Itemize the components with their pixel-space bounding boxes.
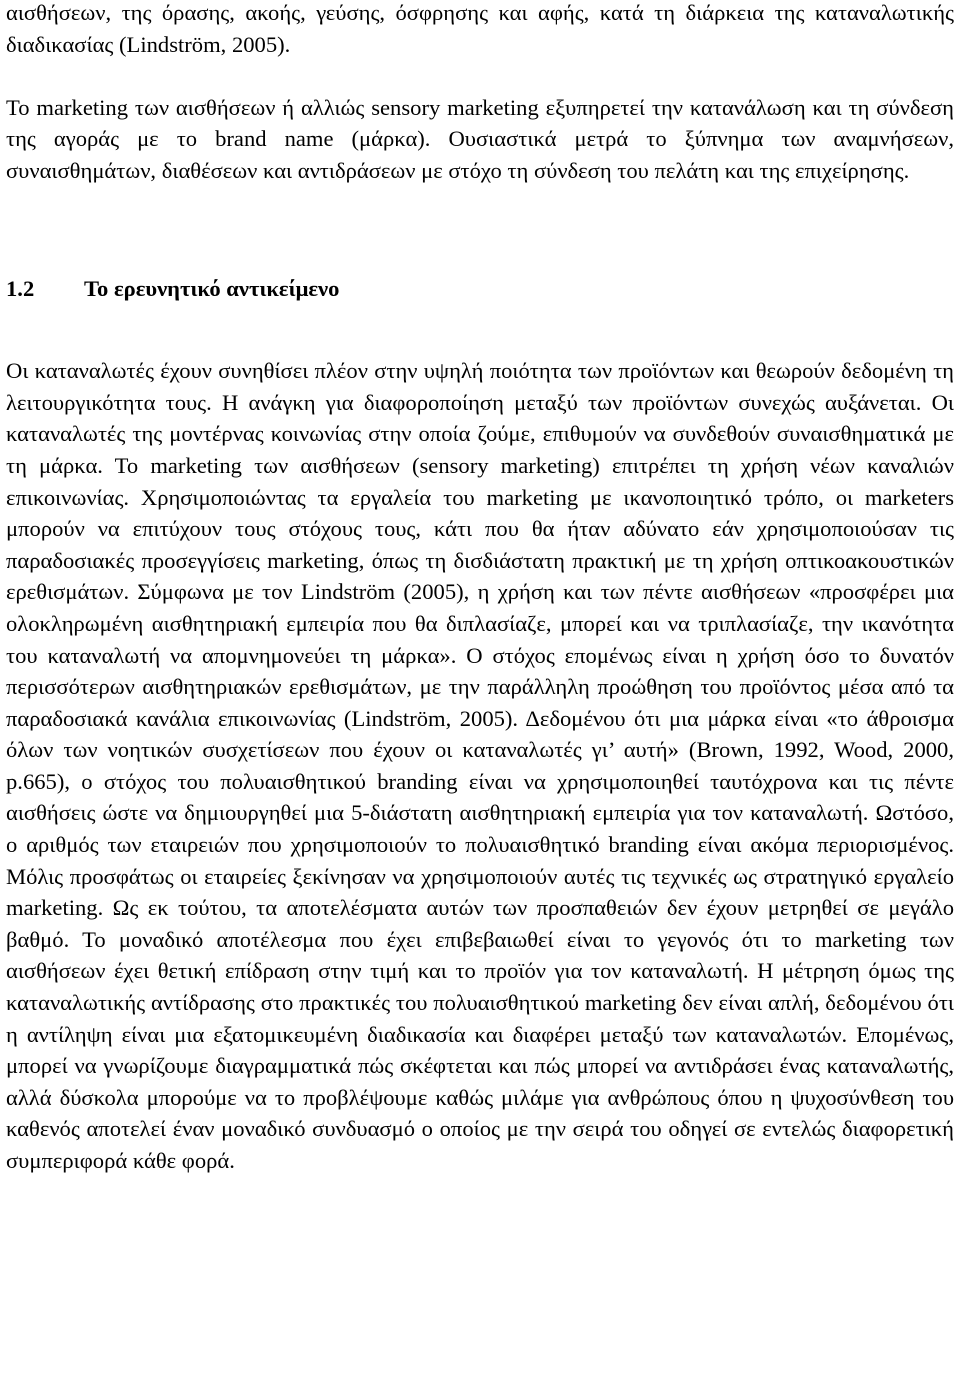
section-title: Το ερευνητικό αντικείμενο [84,275,340,301]
section-number: 1.2 [6,275,35,301]
paragraph-sensory-marketing: Το marketing των αισθήσεων ή αλλιώς sensory marketing εξυπηρετεί την κατανάλωση και τη σύνδεση της αγοράς με το brand name (μάρκα). Ουσιαστικά μετρά το ξύπνημα των αναμνήσεων, συναισθημάτων, διαθέσεων και αντιδράσεων με στόχο τη σύνδεση του πελάτη και της επιχείρησης. [6,94,954,183]
paragraph-research-subject: Οι καταναλωτές έχουν συνηθίσει πλέον στην υψηλή ποιότητα των προϊόντων και θεωρούν δεδομένη τη λειτουργικότητα τους. Η ανάγκη για διαφοροποίηση μεταξύ των προϊόντων συνεχώς αυξάνεται. Οι καταναλωτές της μοντέρνας κοινωνίας στην οποία ζούμε, επιθυμούν να συνδεθούν συναισθηματικά με τη μάρκα. Το marketing των αισθήσεων (sensory marketing) επιτρέπει τη χρήση νέων καναλιών επικοινωνίας. Χρησιμοποιώντας τα εργαλεία του marketing με ικανοποιητικό τρόπο, οι marketers μπορούν να επιτύχουν τους στόχους τους, κάτι που θα ήταν αδύνατο εάν χρησιμοποιούσαν τις παραδοσιακές προσεγγίσεις marketing, όπως τη δισδιάστατη πρακτική με τη χρήση οπτικοακουστικών ερεθισμάτων. Σύμφωνα με τον Lindström (2005), η χρήση και των πέντε αισθήσεων «προσφέρει μια ολοκληρωμένη αισθητηριακή εμπειρία που θα διπλασίαζε, μπορεί και να τριπλασίαζε, την ικανότητα του καταναλωτή να απομνημονεύει τη μάρκα». Ο στόχος επομένως είναι η χρήση όσο το δυνατόν περισσότερων αισθητηριακών ερεθισμάτων, με την παράλληλη προώθηση του προϊόντος μέσα από τα παραδοσιακά κανάλια επικοινωνίας (Lindström, 2005). Δεδομένου ότι μια μάρκα είναι «το άθροισμα όλων των νοητικών συσχετίσεων που έχουν οι καταναλωτές γι’ αυτή» (Brown, 1992, Wood, 2000, p.665), ο στόχος του πολυαισθητικού branding είναι να χρησιμοποιηθεί ταυτόχρονα και τις πέντε αισθήσεις ώστε να δημιουργηθεί μια 5-διάστατη αισθητηριακή εμπειρία για τον καταναλωτή. Ωστόσο, ο αριθμός των εταιρειών που χρησιμοποιούν το πολυαισθητικό branding είναι ακόμα περιορισμένος. Μόλις προσφάτως οι εταιρείες ξεκίνησαν να χρησιμοποιούν αυτές τις τεχνικές ως στρατηγικό εργαλείο marketing. Ως εκ τούτου, τα αποτελέσματα αυτών των προσπαθειών δεν έχουν μετρηθεί σε μεγάλο βαθμό. Το μοναδικό αποτέλεσμα που έχει επιβεβαιωθεί είναι το γεγονός ότι το marketing των αισθήσεων έχει θετική επίδραση στην τιμή και το προϊόν για τον καταναλωτή. Η μέτρηση όμως της καταναλωτικής αντίδρασης στο πρακτικές του πολυαισθητικού marketing δεν είναι απλή, δεδομένου ότι η αντίληψη είναι μια εξατομικευμένη διαδικασία και διαφέρει μεταξύ των καταναλωτών. Επομένως, μπορεί να γνωρίζουμε διαγραμματικά πώς σκέφτεται και πώς μπορεί να αντιδράσει ένας καταναλωτής, αλλά δύσκολα μπορούμε να το προβλέψουμε καθώς μιλάμε για ανθρώπους όπου η ψυχοσύνθεση του καθενός αποτελεί έναν μοναδικό συνδυασμό ο οποίος με την σειρά του οδηγεί σε εντελώς διαφορετική συμπεριφορά κάθε φορά. [6,358,954,1173]
document-page [6,0,954,1177]
section-heading [6,273,954,305]
paragraph-intro-continuation: αισθήσεων, της όρασης, ακοής, γεύσης, όσφρησης και αφής, κατά τη διάρκεια της καταναλωτικής διαδικασίας (Lindström, 2005). [6,0,954,57]
